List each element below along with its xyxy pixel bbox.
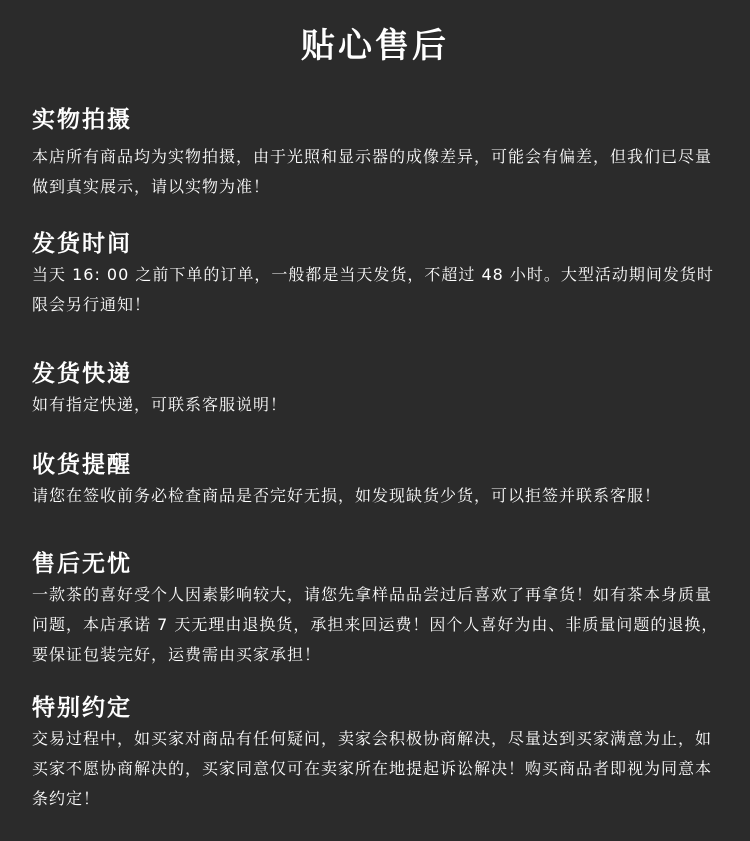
section-body: 当天 16: 00 之前下单的订单，一般都是当天发货，不超过 48 小时。大型活动期间发货时限会另行通知！ [32,265,714,314]
section-body: 交易过程中，如买家对商品有任何疑问，卖家会积极协商解决，尽量达到买家满意为止，如买家不愿协商解决的，买家同意仅可在卖家所在地提起诉讼解决！购买商品者即视为同意本条约定！ [32,729,713,808]
section-heading: 特别约定 [32,695,132,721]
section-body: 请您在签收前务必检查商品是否完好无损，如发现缺货少货，可以拒签并联系客服！ [32,486,662,505]
section-heading: 收货提醒 [32,452,132,478]
section-after-sales [32,548,722,670]
section-special-agreement [32,692,722,814]
section-real-photos [32,104,722,202]
section-body: 如有指定快递，可联系客服说明！ [32,395,288,414]
section-heading: 售后无忧 [32,551,132,577]
section-body: 本店所有商品均为实物拍摄，由于光照和显示器的成像差异，可能会有偏差，但我们已尽量做到真实展示，请以实物为准！ [32,147,713,196]
section-heading: 发货快递 [32,361,132,387]
section-heading: 实物拍摄 [32,107,132,133]
section-courier [32,358,722,420]
section-shipping-time [32,228,722,320]
section-receipt-reminder [32,449,722,511]
section-body: 一款茶的喜好受个人因素影响较大，请您先拿样品品尝过后喜欢了再拿货！如有茶本身质量问题，本店承诺 7 天无理由退换货，承担来回运费！因个人喜好为由、非质量问题的退换，要保证包装完好，运费需由买家承担！ [32,585,719,664]
page-title: 贴心售后 [301,26,449,66]
section-heading: 发货时间 [32,231,132,257]
